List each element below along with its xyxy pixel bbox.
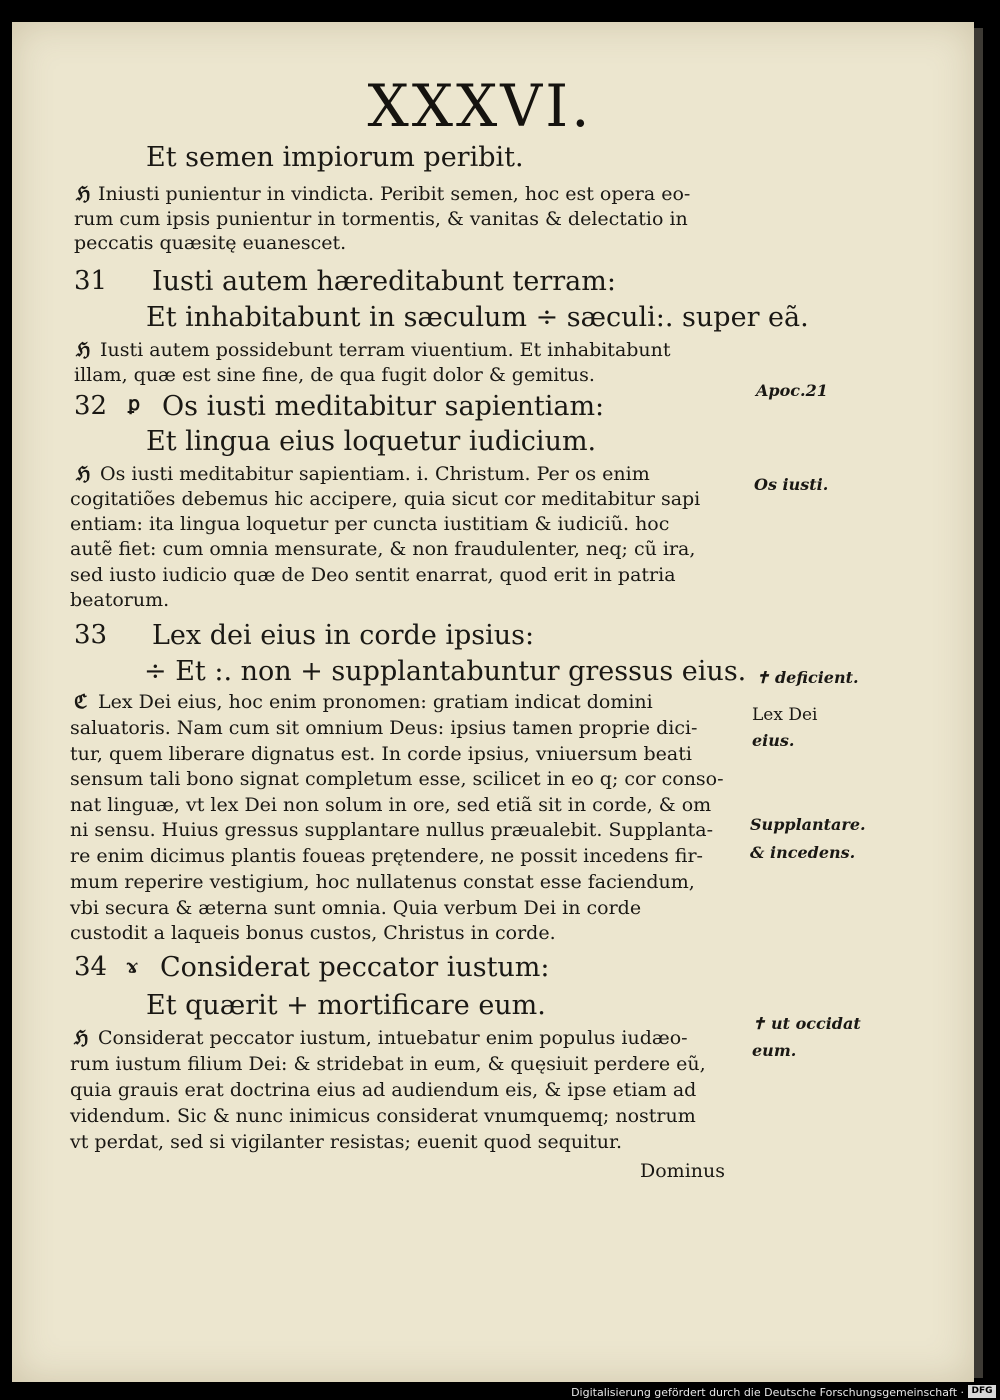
section-mark: ℌ [76,463,91,485]
section-mark: ℭ [74,691,88,713]
margin-note: ✝ deficient. [756,668,859,687]
commentary-line: ni sensu. Huius gressus supplantare nullus præualebit. Supplanta- [70,819,714,841]
margin-note: Os iusti. [754,475,829,494]
commentary-line: rum iustum filium Dei: & stridebat in eum, & quęsiuit perdere eũ, [70,1053,706,1075]
section-mark: ℌ [74,1027,89,1049]
commentary-line: vbi secura & æterna sunt omnia. Quia verbum Dei in corde [70,897,642,919]
page-edge [974,28,983,1378]
commentary-line: Os iusti meditabitur sapientiam. i. Christum. Per os enim [100,463,650,485]
verse-number: 34 [74,952,108,982]
commentary-line: custodit a laqueis bonus custos, Christus in corde. [70,922,556,944]
commentary-line: entiam: ita lingua loquetur per cuncta iustitiam & iudiciũ. hoc [70,513,670,535]
margin-note: Apoc.21 [756,381,828,400]
commentary-line: Considerat peccator iustum, intuebatur enim populus iudæo- [98,1027,688,1049]
commentary-line: mum reperire vestigium, hoc nullatenus constat esse faciendum, [70,871,695,893]
commentary-line: videndum. Sic & nunc inimicus considerat vnumquemq; nostrum [70,1105,696,1127]
footer-credit: Digitalisierung gefördert durch die Deutsche Forschungsgemeinschaft · [571,1386,964,1399]
dfg-logo: DFG [968,1385,996,1398]
verse-number: 31 [74,266,108,296]
chapter-number: XXXVI. [367,72,593,140]
commentary-line: autẽ fiet: cum omnia mensurate, & non fraudulenter, neq; cũ ira, [70,538,696,560]
verse-line: Considerat peccator iustum: [160,952,550,983]
commentary-line: beatorum. [70,589,170,611]
commentary-line: Iusti autem possidebunt terram viuentium. Et inhabitabunt [100,339,671,361]
commentary-line: Iniusti punientur in vindicta. Peribit semen, hoc est opera eo- [98,183,691,205]
margin-note: Lex Dei [752,705,818,725]
section-mark: ɤ [126,955,138,977]
section-mark: ℌ [76,339,91,361]
commentary-line: Lex Dei eius, hoc enim pronomen: gratiam indicat domini [98,691,653,713]
margin-note: eum. [752,1041,797,1060]
commentary-line: nat linguæ, vt lex Dei non solum in ore, sed etiã sit in corde, & om [70,794,712,816]
verse-number: 32 [74,391,108,421]
commentary-line: sensum tali bono signat completum esse, scilicet in eo q; cor conso- [70,768,724,790]
commentary-line: saluatoris. Nam cum sit omnium Deus: ipsius tamen proprie dici- [70,717,698,739]
verse-line: Os iusti meditabitur sapientiam: [162,391,605,422]
commentary-line: vt perdat, sed si vigilanter resistas; euenit quod sequitur. [70,1131,623,1153]
verse-line: Et quærit + mortificare eum. [146,990,546,1021]
commentary-line: re enim dicimus plantis foueas prętendere, ne possit incedens fir- [70,845,703,867]
section-mark: ꝑ [128,393,141,415]
commentary-line: illam, quæ est sine fine, de qua fugit dolor & gemitus. [74,364,595,386]
verse-line: Lex dei eius in corde ipsius: [152,620,535,651]
commentary-line: sed iusto iudicio quæ de Deo sentit enarrat, quod erit in patria [70,564,676,586]
verse-line: Et inhabitabunt in sæculum ÷ sæculi:. super eã. [146,302,809,333]
margin-note: Supplantare. [750,815,866,834]
commentary-line: tur, quem liberare dignatus est. In corde ipsius, vniuersum beati [70,743,692,765]
verse-line: Et semen impiorum peribit. [146,142,524,173]
commentary-line: cogitatiões debemus hic accipere, quia sicut cor meditabitur sapi [70,488,701,510]
margin-note: ✝ ut occidat [752,1014,861,1033]
verse-line: Iusti autem hæreditabunt terram: [152,266,616,297]
commentary-line: rum cum ipsis punientur in tormentis, & vanitas & delectatio in [74,208,688,230]
section-mark: ℌ [76,183,91,205]
verse-line: ÷ Et :. non + supplantabuntur gressus eius. [144,656,747,687]
margin-note: eius. [752,731,795,750]
margin-note: & incedens. [750,843,856,862]
verse-line: Et lingua eius loquetur iudicium. [146,426,597,457]
catchword: Dominus [640,1160,725,1182]
verse-number: 33 [74,620,108,650]
commentary-line: peccatis quæsitę euanescet. [74,232,347,254]
commentary-line: quia grauis erat doctrina eius ad audiendum eis, & ipse etiam ad [70,1079,697,1101]
